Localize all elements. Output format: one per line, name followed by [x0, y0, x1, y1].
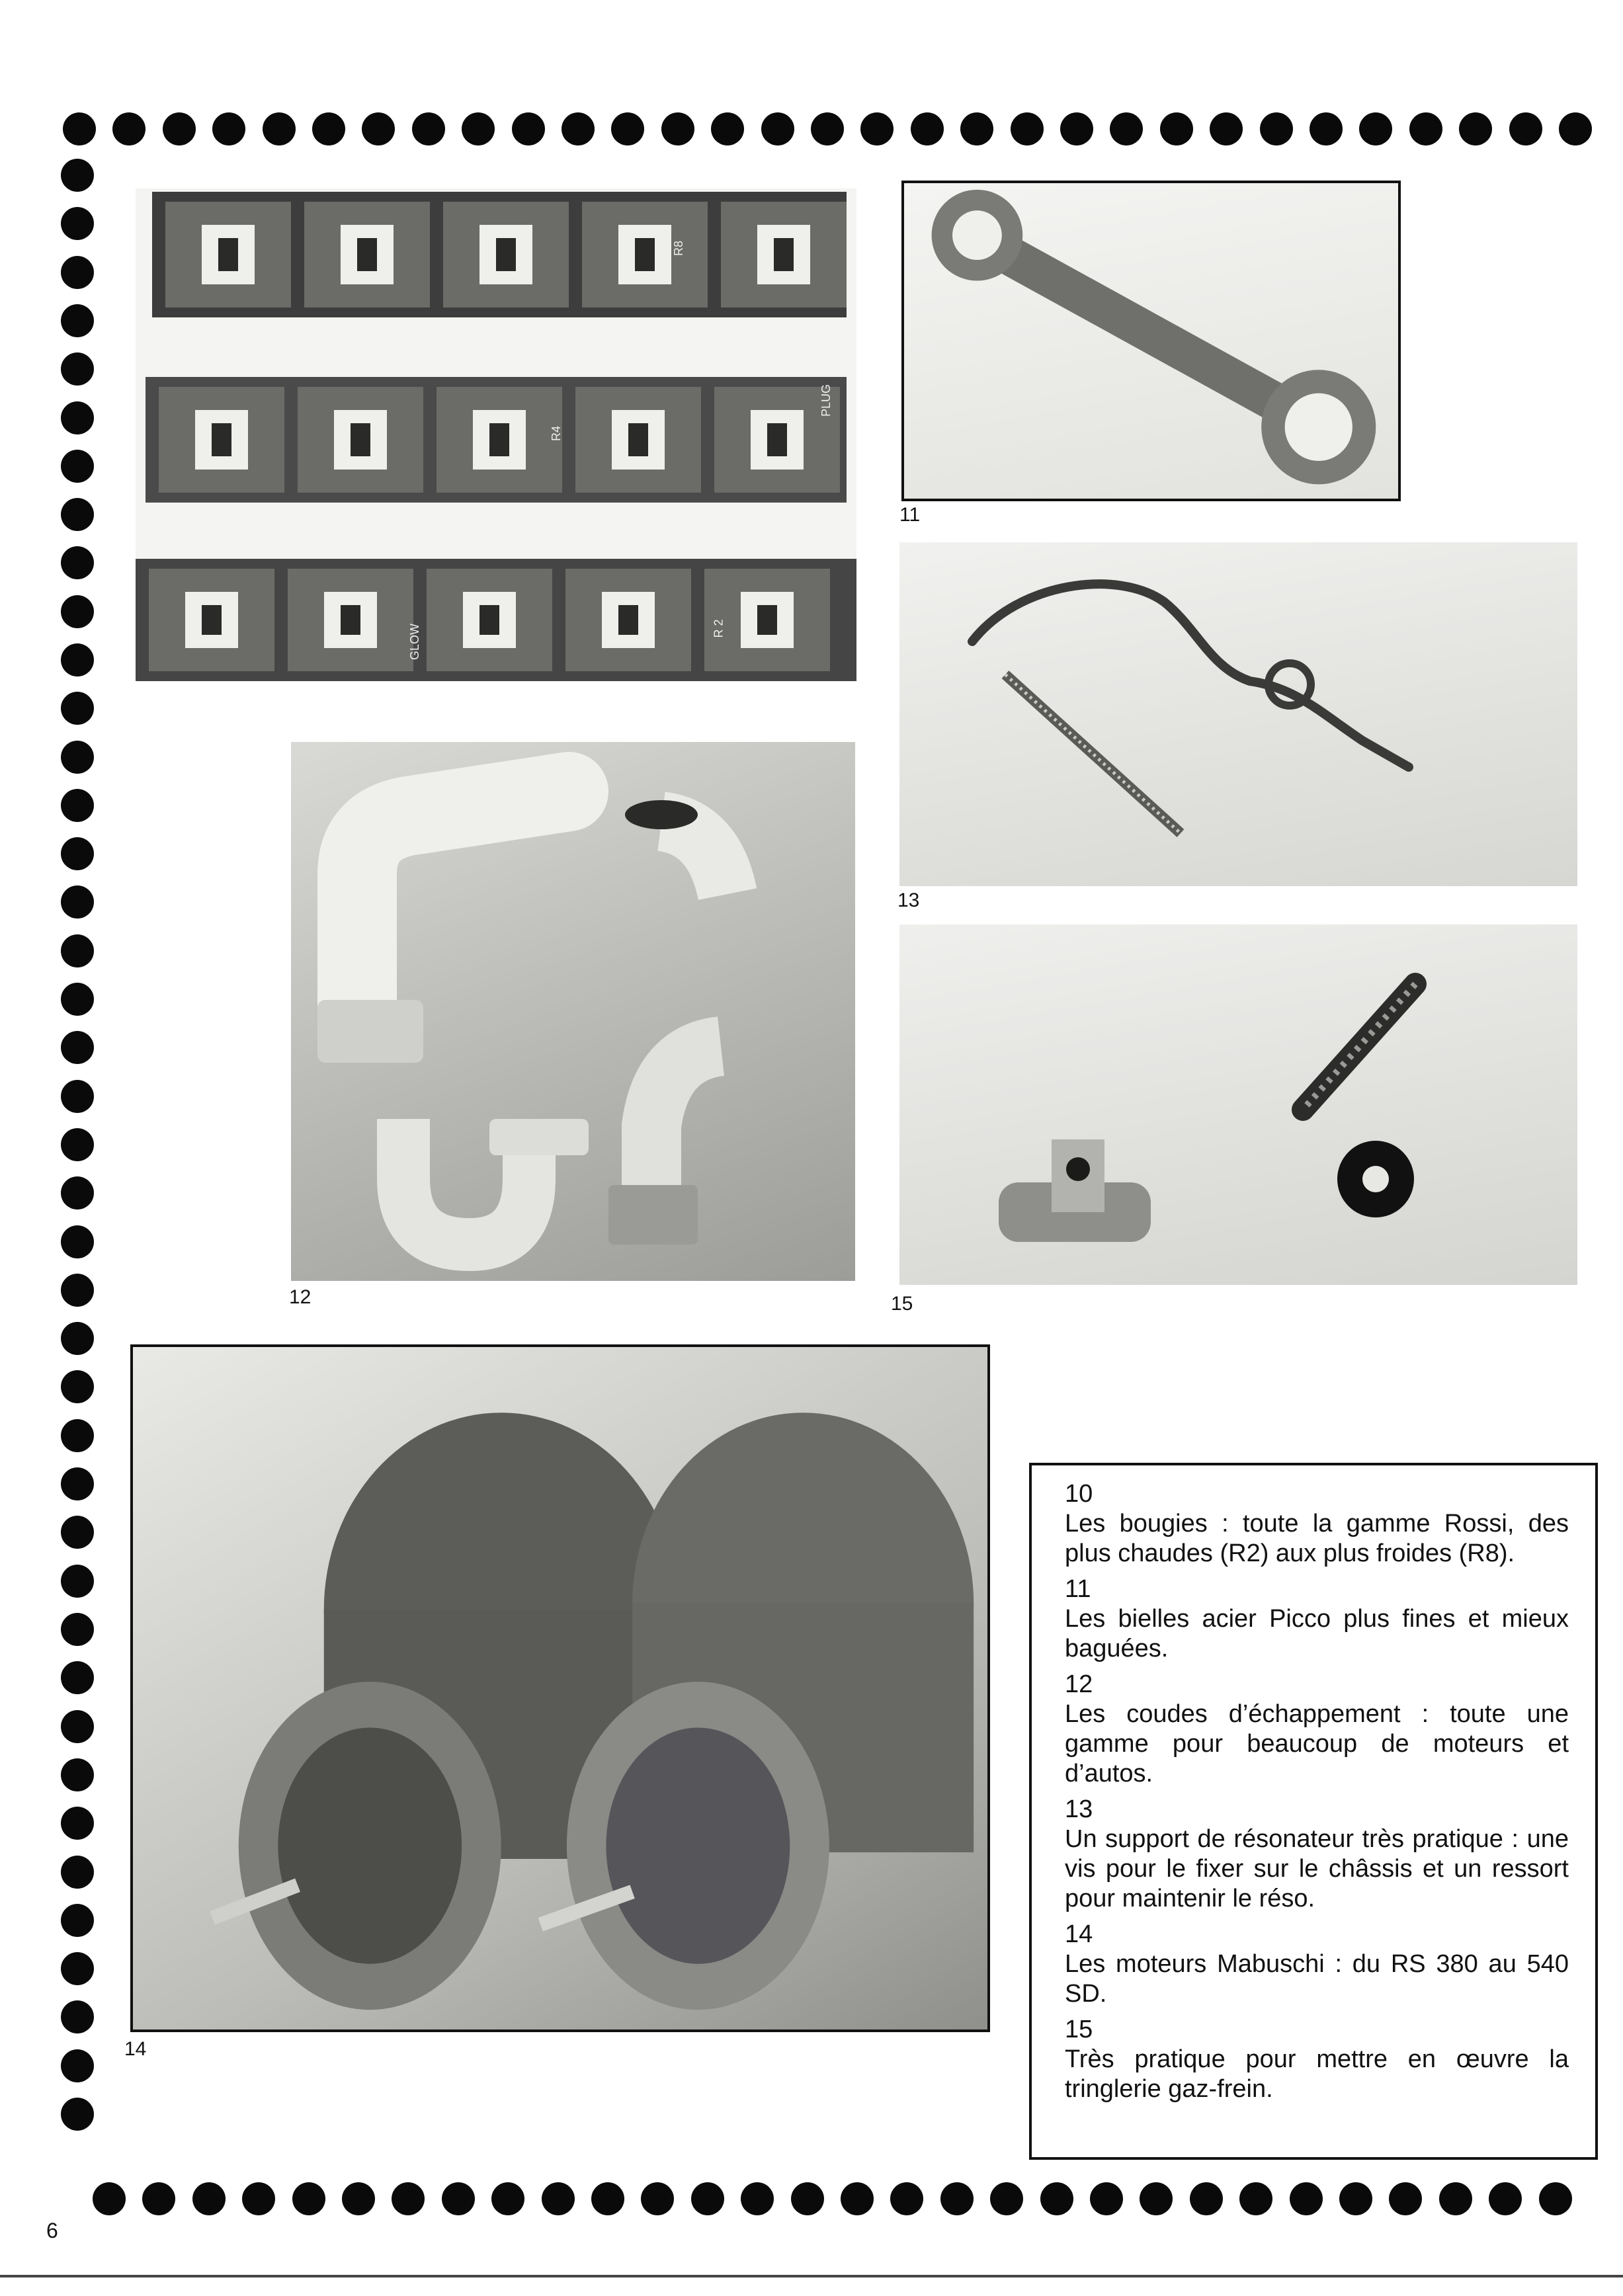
border-dot: [61, 1807, 94, 1840]
caption-text: Très pratique pour mettre en œuvre la tringlerie gaz-frein.: [1065, 2045, 1569, 2103]
photo-throttle-linkage-parts: [899, 924, 1577, 1285]
border-dot: [911, 112, 944, 145]
border-dot: [192, 2182, 226, 2215]
glow-plug: [218, 238, 238, 271]
border-dot: [990, 2182, 1023, 2215]
border-dot: [61, 692, 94, 725]
border-dot: [163, 112, 196, 145]
glow-plug: [479, 605, 499, 635]
caption-number: 11: [1065, 1575, 1091, 1603]
figure-label-13: 13: [897, 889, 920, 911]
page-number: 6: [46, 2219, 58, 2242]
border-dot: [512, 112, 545, 145]
border-dot: [61, 1225, 94, 1258]
border-dot: [61, 1613, 94, 1646]
photo-exhaust-elbows: [291, 742, 855, 1281]
border-dot: [61, 1467, 94, 1500]
border-dot: [691, 2182, 724, 2215]
border-dot: [61, 2000, 94, 2033]
border-dot: [940, 2182, 974, 2215]
border-dot: [242, 2182, 275, 2215]
border-dot: [61, 1856, 94, 1889]
border-dot: [312, 112, 345, 145]
glow-plug: [757, 605, 777, 635]
caption-list: [1065, 1479, 1569, 2104]
border-dot: [1359, 112, 1392, 145]
border-dot: [142, 2182, 175, 2215]
border-dot: [491, 2182, 524, 2215]
border-dot: [1559, 112, 1592, 145]
glow-plug: [774, 238, 794, 271]
border-dot: [1190, 2182, 1223, 2215]
border-dot: [1339, 2182, 1372, 2215]
border-dot: [61, 1952, 94, 1985]
border-dot: [61, 595, 94, 628]
figure-label-15: 15: [891, 1293, 913, 1315]
border-dot: [61, 401, 94, 434]
border-dot: [1210, 112, 1243, 145]
plug-label-glow: GLOW: [408, 623, 422, 661]
bottom-rule: [0, 2275, 1623, 2277]
photo-mabuchi-motors: [130, 1344, 990, 2032]
border-dot: [1439, 2182, 1472, 2215]
glow-plug: [212, 423, 231, 456]
resonator-support-image: [899, 542, 1577, 886]
border-dot: [1110, 112, 1143, 145]
throttle-linkage-parts-image: [899, 924, 1577, 1285]
exhaust-elbows-image: [291, 742, 855, 1281]
border-dot: [61, 159, 94, 192]
glow-plug: [489, 423, 509, 456]
glow-plug: [618, 605, 638, 635]
border-dot: [362, 112, 395, 145]
border-dot: [61, 1904, 94, 1937]
border-dot: [61, 643, 94, 676]
border-dot: [61, 1176, 94, 1210]
border-dot: [1060, 112, 1093, 145]
border-dot: [212, 112, 245, 145]
border-dot: [61, 1322, 94, 1355]
plug-label-plug: PLUG: [819, 384, 833, 417]
border-dot: [641, 2182, 674, 2215]
border-dot: [1459, 112, 1492, 145]
glow-plug: [351, 423, 370, 456]
border-dot: [890, 2182, 923, 2215]
border-dot: [61, 1031, 94, 1064]
border-dot: [761, 112, 794, 145]
border-dot: [61, 1370, 94, 1403]
border-dot: [263, 112, 296, 145]
border-dot: [61, 304, 94, 337]
border-dot: [61, 983, 94, 1016]
border-dot: [562, 112, 595, 145]
caption-text: Les moteurs Mabuschi : du RS 380 au 540 SD.: [1065, 1950, 1569, 2008]
border-dot: [61, 256, 94, 289]
border-dot: [61, 1274, 94, 1307]
border-dot: [61, 2049, 94, 2082]
border-dot: [61, 837, 94, 870]
border-dot: [61, 207, 94, 240]
border-dot: [611, 112, 644, 145]
border-dot: [61, 1419, 94, 1452]
figure-label-12: 12: [289, 1286, 312, 1308]
border-dot: [292, 2182, 325, 2215]
caption-box: [1029, 1463, 1598, 2160]
border-dot: [1509, 112, 1542, 145]
border-dot: [1090, 2182, 1123, 2215]
caption-number: 10: [1065, 1480, 1093, 1508]
border-dot: [1389, 2182, 1422, 2215]
border-dot: [542, 2182, 575, 2215]
border-dot: [61, 789, 94, 822]
glow-plug: [202, 605, 222, 635]
mabuchi-motors-image: [133, 1347, 987, 2030]
border-dot: [61, 546, 94, 579]
glow-plug: [496, 238, 516, 271]
border-dot: [93, 2182, 126, 2215]
border-dot: [442, 2182, 475, 2215]
border-dot: [1409, 112, 1442, 145]
plug-label-r2: R 2: [712, 619, 726, 638]
caption-text: Les bielles acier Picco plus fines et mieux baguées.: [1065, 1605, 1569, 1662]
border-dot: [61, 1128, 94, 1161]
border-dot: [61, 2098, 94, 2131]
border-dot: [860, 112, 894, 145]
border-dot: [61, 352, 94, 386]
border-dot: [112, 112, 146, 145]
caption-number: 15: [1065, 2016, 1093, 2043]
glow-plug: [767, 423, 787, 456]
border-dot: [1310, 112, 1343, 145]
border-dot: [811, 112, 844, 145]
caption-number: 14: [1065, 1920, 1093, 1948]
border-dot: [392, 2182, 425, 2215]
border-dot: [1160, 112, 1193, 145]
glow-plug: [357, 238, 377, 271]
border-dot: [1539, 2182, 1572, 2215]
border-dot: [1140, 2182, 1173, 2215]
border-dot: [412, 112, 445, 145]
border-dot: [1011, 112, 1044, 145]
border-dot: [841, 2182, 874, 2215]
border-dot: [61, 741, 94, 774]
border-dot: [61, 1710, 94, 1743]
photo-resonator-support: [899, 542, 1577, 886]
border-dot: [741, 2182, 774, 2215]
glow-plug: [341, 605, 360, 635]
plug-label-r8: R8: [672, 240, 686, 257]
glow-plug: [628, 423, 648, 456]
photo-glow-plugs: [136, 188, 856, 681]
border-dot: [960, 112, 993, 145]
photo-connecting-rod: [901, 181, 1401, 501]
border-dot: [1290, 2182, 1323, 2215]
border-dot: [61, 885, 94, 919]
caption-number: 13: [1065, 1795, 1093, 1823]
border-dot: [61, 450, 94, 483]
caption-text: Les coudes d’échappement : toute une gamme pour beaucoup de moteurs et d’autos.: [1065, 1700, 1569, 1787]
border-dot: [61, 1080, 94, 1113]
border-dot: [661, 112, 694, 145]
plug-label-r4: R4: [550, 425, 563, 442]
border-dot: [711, 112, 744, 145]
border-dot: [61, 498, 94, 531]
border-dot: [591, 2182, 624, 2215]
glow-plug-strips-image: [136, 188, 856, 681]
border-dot: [791, 2182, 824, 2215]
border-dot: [1489, 2182, 1522, 2215]
border-dot: [61, 1516, 94, 1549]
border-dot: [1040, 2182, 1073, 2215]
figure-label-11: 11: [899, 504, 921, 526]
connecting-rod-image: [904, 183, 1398, 499]
border-dot: [63, 112, 96, 145]
border-dot: [342, 2182, 375, 2215]
border-dot: [61, 1661, 94, 1694]
border-dot: [61, 1565, 94, 1598]
border-dot: [61, 1758, 94, 1791]
border-dot: [61, 934, 94, 967]
figure-label-14: 14: [124, 2038, 147, 2060]
border-dot: [462, 112, 495, 145]
border-dot: [1260, 112, 1293, 145]
glow-plug: [635, 238, 655, 271]
caption-number: 12: [1065, 1670, 1093, 1698]
caption-text: Un support de résonateur très pratique : une vis pour le fixer sur le châssis et un ressort pour maintenir le réso.: [1065, 1825, 1569, 1912]
caption-text: Les bougies : toute la gamme Rossi, des plus chaudes (R2) aux plus froides (R8).: [1065, 1510, 1569, 1567]
border-dot: [1239, 2182, 1272, 2215]
